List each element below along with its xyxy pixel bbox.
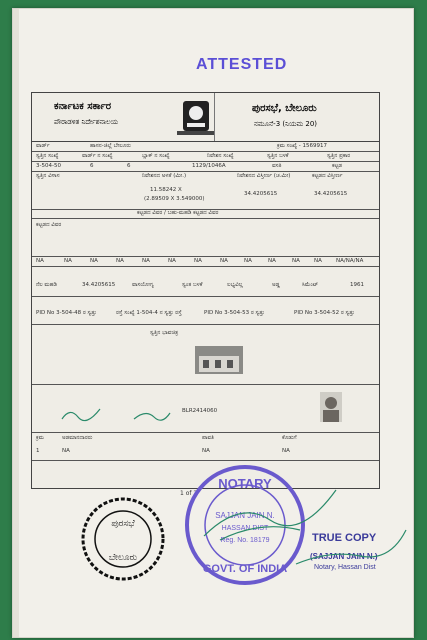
use-value: ಸ್ವಂತ ಬಳಕೆ: [182, 282, 203, 288]
floor-value: ನೆಲ ಮಹಡಿ: [36, 282, 57, 288]
footer-val-3: NA: [282, 448, 290, 454]
label-site-no: ನಿವೇಶನ ಸಂಖ್ಯೆ: [207, 153, 234, 159]
na-0: NA: [36, 258, 44, 264]
attested-stamp: ATTESTED: [196, 56, 288, 73]
na-6: NA: [194, 258, 202, 264]
municipal-seal-icon: [80, 496, 166, 582]
true-copy-title: TRUE COPY: [312, 532, 377, 544]
photo-caption: ಸ್ವತ್ತಿನ ಭಾವಚಿತ್ರ: [150, 330, 179, 336]
value-site-no: 1129/1046A: [192, 163, 226, 169]
na-2: NA: [90, 258, 98, 264]
owner-id: BLR2414060: [182, 408, 218, 414]
label-type: ಸ್ವತ್ತಿನ ಪ್ರಕಾರ: [327, 153, 351, 159]
karnataka-emblem-icon: [177, 98, 215, 136]
notary-name-text: SAJJAN JAIN N.: [215, 511, 275, 520]
section-title: ಕಟ್ಟಡದ ವಿವರ / ಬಹು-ಮಹಡಿ ಕಟ್ಟಡದ ವಿವರ: [137, 210, 219, 216]
na-11: NA: [314, 258, 322, 264]
true-copy-role: Notary, Hassan Dist: [314, 564, 376, 571]
signature-middle-icon: [132, 407, 172, 423]
area-value: 34.4205615: [82, 282, 116, 288]
signature-left-icon: [60, 405, 104, 423]
value-block-no: 6: [127, 163, 131, 169]
footer-val-1: NA: [62, 448, 70, 454]
label-building-area: ಕಟ್ಟಡದ ವಿಸ್ತೀರ್ಣ: [312, 173, 343, 179]
notary-place-text: HASSAN DIST: [221, 525, 269, 532]
na-5: NA: [168, 258, 176, 264]
footer-val-2: NA: [202, 448, 210, 454]
form-header: [32, 93, 379, 142]
value-ward-no: 6: [90, 163, 94, 169]
footer-label-0: ಕ್ರಮ: [36, 435, 44, 441]
value-dimension-2: (2.89509 X 3.549000): [144, 196, 205, 202]
year-value: 1961: [350, 282, 364, 288]
property-register-form: [31, 92, 380, 489]
availability-value: ಲಭ್ಯವಿಲ್ಲ: [227, 282, 243, 288]
occupancy-value: ವಾಸಯೋಗ್ಯ: [132, 282, 154, 288]
page-fold: [13, 9, 19, 637]
municipality-title: ಪುರಸಭೆ, ಬೇಲೂರು: [252, 103, 317, 114]
seal-bottom-text: ಬೇಲೂರು: [108, 553, 138, 563]
label-usage: ಸ್ವತ್ತಿನ ಬಳಕೆ: [267, 153, 289, 159]
na-3: NA: [116, 258, 124, 264]
header-divider: [214, 93, 215, 141]
dept-title: ಪೌರಾಡಳಿತ ನಿರ್ದೇಶನಾಲಯ: [54, 118, 119, 126]
mortgage-row: [32, 432, 379, 461]
label-address: ಸ್ವತ್ತಿನ ವಿಳಾಸ: [36, 173, 60, 179]
district-value: ಹಾಸನ-ಜಿಲ್ಲೆ ಬೇಲೂರು: [90, 143, 131, 149]
footer-label-3: ಕೊಡುಗೆ: [282, 435, 297, 441]
na-4: NA: [142, 258, 150, 264]
col-header-text: ಕಟ್ಟಡದ ವಿವರ: [36, 222, 62, 228]
material-value: ಸಿಮೆಂಟ್: [302, 282, 319, 288]
building-detail-values: [32, 266, 379, 297]
value-usage: ವಸತಿ: [272, 163, 282, 169]
label-site-dimension: ನಿವೇಶನದ ಅಳತೆ (ಮೀ.): [142, 173, 187, 179]
label-site-area: ನಿವೇಶನದ ವಿಸ್ತೀರ್ಣ (ಚ.ಮೀ): [237, 173, 291, 179]
govt-title: ಕರ್ನಾಟಕ ಸರ್ಕಾರ: [54, 101, 112, 112]
notary-top-text: NOTARY: [218, 476, 272, 491]
seal-top-text: ಪುರಸಭೆ: [111, 519, 135, 529]
owner-photo-icon: [320, 392, 342, 422]
na-1: NA: [64, 258, 72, 264]
property-photo-row: [32, 324, 379, 385]
pid-south: PID No 3-504-52 ರ ಸ್ವತ್ತು: [294, 310, 355, 316]
true-copy-stamp: [290, 520, 410, 590]
na-12: NA/NA/NA: [336, 258, 364, 264]
serial-number: ಕ್ರಮ ಸಂಖ್ಯೆ - 1569917: [277, 143, 328, 149]
value-type: ಕಟ್ಟಡ: [332, 163, 342, 169]
value-site-area: 34.4205615: [244, 191, 278, 197]
boundary-pid-row: [32, 296, 379, 325]
true-copy-name: (SAJJAN JAIN N.): [310, 552, 378, 561]
pid-north: PID No 3-504-53 ರ ಸ್ವತ್ತು: [204, 310, 265, 316]
pid-east: PID No 3-504-48 ರ ಸ್ವತ್ತು: [36, 310, 97, 316]
ward-label: ವಾರ್ಡ್: [36, 143, 50, 149]
label-ward-no: ವಾರ್ಡ್ ನ ಸಂಖ್ಯೆ: [82, 153, 113, 159]
property-photo-icon: [195, 346, 243, 374]
na-7: NA: [220, 258, 228, 264]
label-property-no: ಸ್ವತ್ತಿನ ಸಂಖ್ಯೆ: [36, 153, 59, 159]
direction-value: ಅಡ್ಡ: [272, 282, 280, 288]
na-9: NA: [268, 258, 276, 264]
value-dimension-1: 11.58242 X: [150, 187, 182, 193]
label-block-no: ಬ್ಲಾಕ್ ನ ಸಂಖ್ಯೆ: [142, 153, 170, 159]
true-copy-signature-icon: [290, 520, 410, 580]
form-number: ನಮೂನೆ-3 (ನಿಯಮ 20): [254, 120, 318, 128]
na-10: NA: [292, 258, 300, 264]
footer-label-2: ಪಾವತಿ: [202, 435, 214, 441]
pid-west: ರಸ್ತೆ ಸಂಖ್ಯೆ 1-504-4 ನ ಸ್ವತ್ತು ರಸ್ತೆ: [116, 310, 182, 316]
na-8: NA: [244, 258, 252, 264]
notary-reg-text: Reg. No. 18179: [220, 537, 270, 544]
notary-bottom-text: GOVT. OF INDIA: [202, 563, 288, 575]
page-counter: 1 of 2: [180, 490, 198, 497]
value-building-area: 34.4205615: [314, 191, 348, 197]
building-columns-header: [32, 218, 379, 257]
value-property-no: 3-504-50: [36, 163, 61, 169]
footer-label-1: ಅಡಮಾನದಾರರು: [62, 435, 93, 441]
measurement-row: [32, 171, 379, 210]
footer-val-0: 1: [36, 448, 40, 454]
